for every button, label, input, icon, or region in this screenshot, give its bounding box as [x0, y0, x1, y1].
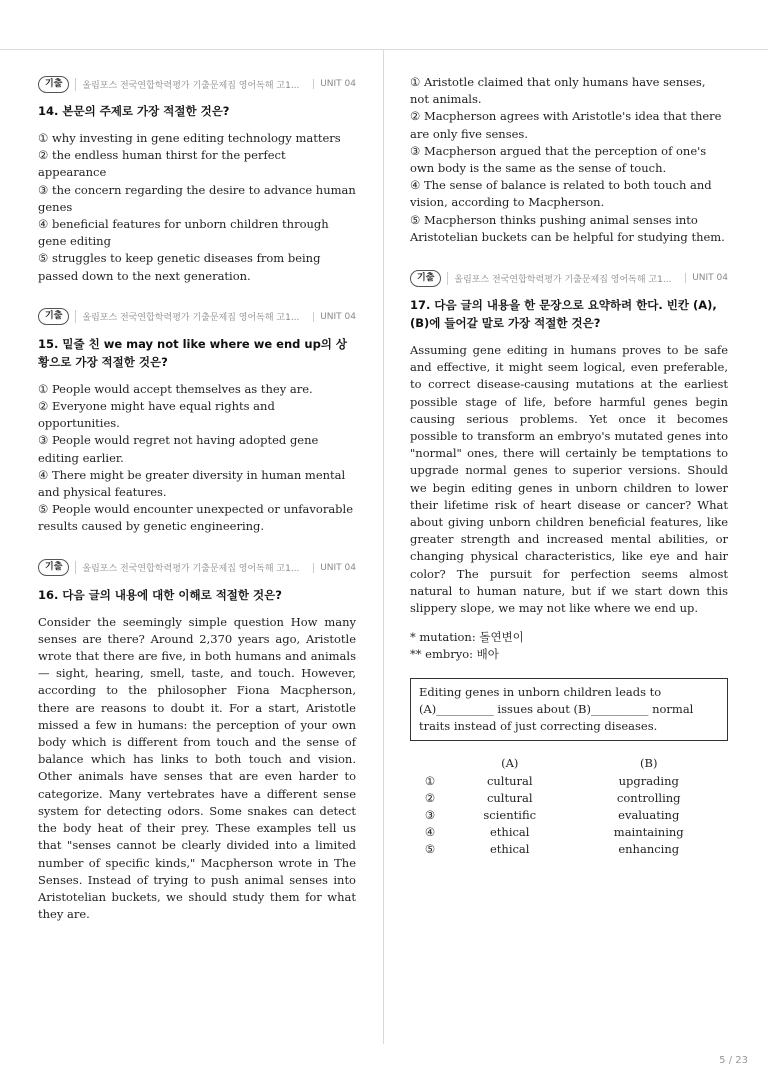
q16-title: 16. 다음 글의 내용에 대한 이해로 적절한 것은? — [38, 587, 282, 602]
answer-b: upgrading — [618, 773, 679, 788]
q16-option[interactable]: ① Aristotle claimed that only humans have senses, not animals. — [410, 75, 706, 107]
answer-table — [410, 755, 728, 858]
answer-number: ③ — [424, 807, 436, 822]
q16-option[interactable]: ⑤ Macpherson thinks pushing animal senses into Aristotelian buckets can be helpful for studying them. — [410, 212, 725, 244]
unit-label: UNIT 04 — [313, 563, 356, 573]
unit-label: UNIT 04 — [685, 273, 728, 283]
answer-b: evaluating — [618, 807, 680, 822]
source-label: 올림포스 전국연합학력평가 기출문제집 영어독해 고1... — [75, 78, 313, 91]
answer-b: enhancing — [618, 842, 680, 857]
q14-option[interactable]: ② the endless human thirst for the perfect appearance — [38, 148, 286, 180]
column-a-header: (A) — [501, 756, 519, 771]
q15-option[interactable]: ④ There might be greater diversity in human mental and physical features. — [38, 467, 346, 500]
footnote-mutation: * mutation: 돌연변이 — [410, 630, 524, 645]
q16-option[interactable]: ④ The sense of balance is related to both touch and vision, according to Macpherson. — [410, 178, 712, 210]
q15-option[interactable]: ⑤ People would encounter unexpected or unfavorable results caused by genetic engineering. — [38, 502, 354, 534]
question-header — [410, 268, 728, 288]
q16-passage: Consider the seemingly simple question How many senses are there? Around 2,370 years ago, Aristotle wrote that there are five, in both humans and animals — sight, hearing, smell, taste, and touch. However, according to the philosopher Fiona Macpherson, there are reasons to doubt it. For a start, Aristotle missed a few in humans: the perception of your own body which is different from touch and the sense of balance which has links to both touch and vision. Other animals have senses that are even harder to categorize. Many vertebrates have a different sense system for detecting odors. Some snakes can detect the body heat of their prey. These examples tell us that "senses cannot be clearly divided into a limited number of specific kinds," Macpherson wrote in The Senses. Instead of trying to push animal senses into Aristotelian buckets, we should study them for what they are. — [38, 614, 356, 922]
q15-title: 15. 밑줄 친 we may not like where we end up의 상황으로 가장 적절한 것은? — [38, 336, 348, 369]
unit-label: UNIT 04 — [313, 312, 356, 322]
column-b-header: (B) — [640, 756, 658, 771]
source-label: 올림포스 전국연합학력평가 기출문제집 영어독해 고1... — [75, 310, 313, 323]
q16-option[interactable]: ③ Macpherson argued that the perception of one's own body is the same as the sense of touch. — [410, 143, 707, 176]
answer-a: scientific — [483, 807, 537, 822]
question-header — [38, 74, 356, 94]
q14-option[interactable]: ① why investing in gene editing technology matters — [38, 131, 341, 145]
q17-title: 17. 다음 글의 내용을 한 문장으로 요약하려 한다. 빈칸 (A), (B)에 들어갈 말로 가장 적절한 것은? — [410, 298, 717, 331]
q14-title: 14. 본문의 주제로 가장 적절한 것은? — [38, 104, 230, 118]
footnotes — [410, 629, 728, 663]
answer-a: ethical — [489, 825, 530, 840]
left-column — [38, 74, 356, 935]
exam-tag: 기출 — [38, 559, 69, 576]
q15-option[interactable]: ① People would accept themselves as they are. — [38, 381, 313, 396]
answer-b: maintaining — [613, 825, 684, 840]
answer-row[interactable] — [410, 824, 728, 841]
answer-row[interactable] — [410, 807, 728, 824]
answer-a: ethical — [489, 842, 530, 857]
unit-label: UNIT 04 — [313, 79, 356, 89]
page-number: 5 / 23 — [719, 1055, 748, 1066]
answer-row[interactable] — [410, 790, 728, 807]
question-header — [38, 558, 356, 578]
answer-a: cultural — [486, 790, 533, 805]
answer-number: ① — [424, 773, 436, 788]
summary-box: Editing genes in unborn children leads to (A)__________ issues about (B)__________ normal traits instead of just correcting diseases. — [410, 678, 728, 742]
source-label: 올림포스 전국연합학력평가 기출문제집 영어독해 고1... — [75, 561, 313, 574]
q14-option[interactable]: ④ beneficial features for unborn children through gene editing — [38, 217, 329, 249]
answer-row[interactable] — [410, 841, 728, 858]
exam-tag: 기출 — [38, 76, 69, 93]
answer-number: ④ — [424, 825, 436, 840]
question-header — [38, 307, 356, 327]
top-rule — [0, 49, 768, 50]
q14-option[interactable]: ⑤ struggles to keep genetic diseases from being passed down to the next generation. — [38, 251, 321, 283]
column-divider — [383, 49, 384, 1044]
right-column — [410, 74, 728, 859]
q15-option[interactable]: ③ People would regret not having adopted gene editing earlier. — [38, 433, 319, 465]
exam-tag: 기출 — [410, 270, 441, 287]
answer-a: cultural — [486, 773, 533, 788]
footnote-embryo: ** embryo: 배아 — [410, 647, 499, 662]
answer-number: ⑤ — [424, 842, 436, 857]
exam-tag: 기출 — [38, 308, 69, 325]
answer-number: ② — [424, 790, 436, 805]
q17-passage: Assuming gene editing in humans proves to be safe and effective, it might seem logical, even preferable, to correct disease-causing mutations at the earliest possible stage of life, before harmful genes begin causing serious problems. Yet once it becomes possible to transform an embryo's mutated genes into "normal" ones, there will certainly be temptations to upgrade normal genes to superior versions. Should we begin editing genes in unborn children to lower their lifetime risk of heart disease or cancer? What about giving unborn children beneficial features, like greater strength and increased mental abilities, or changing physical characteristics, like eye and hair color? The pursuit for perfection seems almost natural to human nature, but if we start down this slippery slope, we may not like where we end up. — [410, 343, 728, 616]
answer-row[interactable] — [410, 773, 728, 790]
q16-option[interactable]: ② Macpherson agrees with Aristotle's idea that there are only five senses. — [410, 109, 722, 141]
source-label: 올림포스 전국연합학력평가 기출문제집 영어독해 고1... — [447, 272, 685, 285]
answer-table-header — [410, 755, 728, 772]
q15-option[interactable]: ② Everyone might have equal rights and opportunities. — [38, 399, 275, 431]
q14-option[interactable]: ③ the concern regarding the desire to advance human genes — [38, 182, 356, 214]
answer-b: controlling — [616, 790, 681, 805]
